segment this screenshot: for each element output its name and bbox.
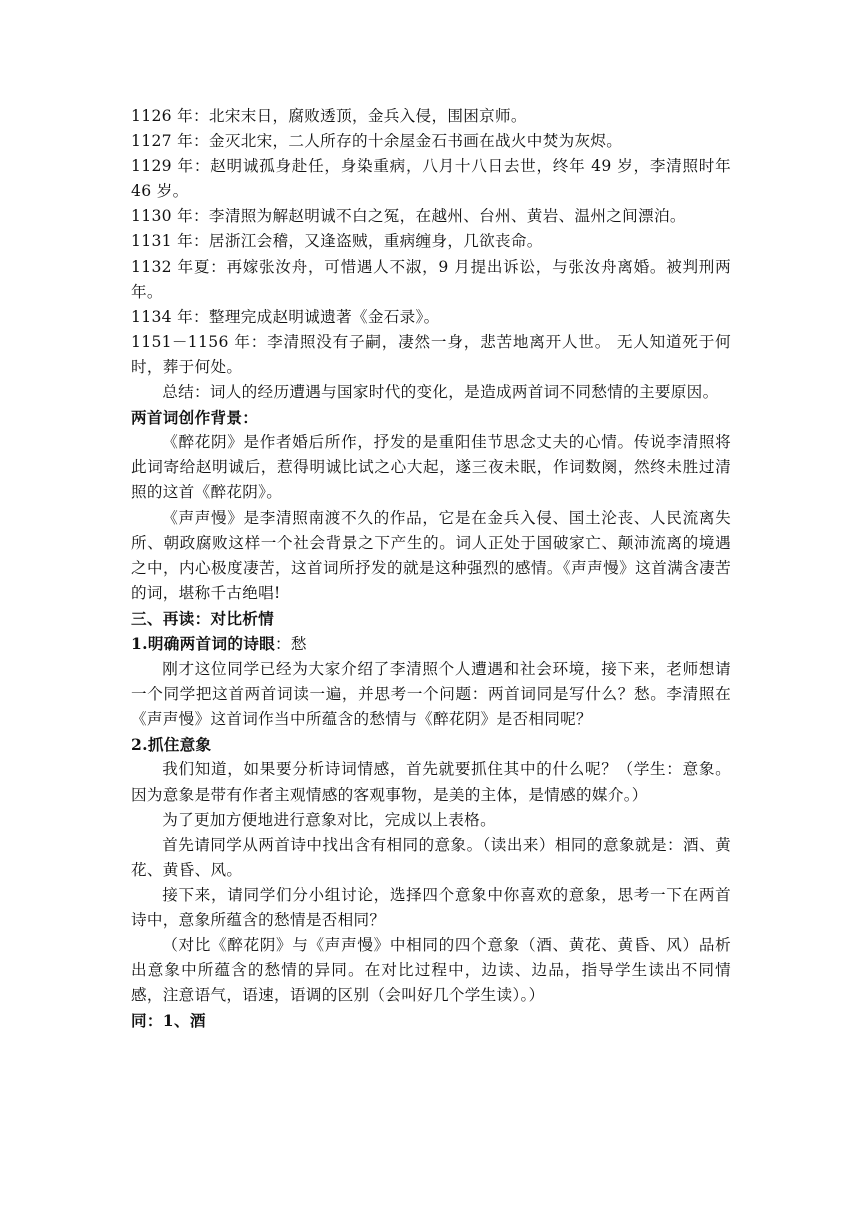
paragraph-compare-imagery: （对比《醉花阴》与《声声慢》中相同的四个意象（酒、黄花、黄昏、风）品析出意象中所蕴含的愁情的异同。在对比过程中，边读、边品，指导学生读出不同情感，注意语气，语速，语调的区别（会叫好几个学生读）。） bbox=[131, 936, 731, 1005]
subheading-poem-eye-label: 1.明确两首词的诗眼 bbox=[131, 633, 276, 653]
paragraph-group-discussion: 接下来，请同学们分小组讨论，选择四个意象中你喜欢的意象，思考一下在两首诗中，意象所蕴含的愁情是否相同？ bbox=[131, 885, 731, 929]
timeline-entry-1127: 1127 年：金灭北宋，二人所存的十余屋金石书画在战火中焚为灰烬。 bbox=[131, 132, 623, 151]
paragraph-question-sorrow: 刚才这位同学已经为大家介绍了李清照个人遭遇和社会环境，接下来，老师想请一个同学把这首两首词读一遍，并思考一个问题：两首词同是写什么？愁。李清照在《声声慢》这首词作当中所蕴含的愁情与《醉花阴》是否相同呢？ bbox=[131, 660, 731, 729]
background-paragraph-zuihuayin: 《醉花阴》是作者婚后所作，抒发的是重阳佳节思念丈夫的心情。传说李清照将此词寄给赵明诚后，惹得明诚比试之心大起，遂三夜未眠，作词数阕，然终未胜过清照的这首《醉花阴》。 bbox=[131, 433, 731, 502]
subheading-imagery: 2.抓住意象 bbox=[131, 735, 212, 755]
background-heading: 两首词创作背景： bbox=[131, 408, 259, 428]
subheading-poem-eye bbox=[131, 631, 731, 657]
timeline-entry-1134: 1134 年：整理完成赵明诚遗著《金石录》。 bbox=[131, 307, 440, 326]
subheading-poem-eye-answer: ：愁 bbox=[275, 634, 307, 653]
timeline-entry-1131: 1131 年：居浙江会稽，又逢盗贼，重病缠身，几欲丧命。 bbox=[131, 232, 543, 251]
summary-paragraph: 总结：词人的经历遭遇与国家时代的变化，是造成两首词不同愁情的主要原因。 bbox=[162, 383, 719, 402]
document-body bbox=[131, 104, 731, 1033]
subheading-same-wine: 同：1、酒 bbox=[131, 1011, 206, 1031]
background-paragraph-shengshengman: 《声声慢》是李清照南渡不久的作品，它是在金兵入侵、国土沦丧、人民流离失所、朝政腐败这样一个社会背景之下产生的。词人正处于国破家亡、颠沛流离的境遇之中，内心极度凄苦，这首词所抒发的就是这种强烈的感情。《声声慢》这首满含凄苦的词，堪称千古绝唱! bbox=[131, 508, 731, 602]
timeline-entry-1130: 1130 年：李清照为解赵明诚不白之冤，在越州、台州、黄岩、温州之间漂泊。 bbox=[131, 207, 686, 226]
section-heading-reread: 三、再读：对比析情 bbox=[131, 608, 275, 628]
timeline-entry-1151: 1151－1156 年：李清照没有子嗣，凄然一身，悲苦地离开人世。 无人知道死于何时，葬于何处。 bbox=[131, 332, 731, 376]
paragraph-imagery-definition: 我们知道，如果要分析诗词情感，首先就要抓住其中的什么呢？（学生：意象。因为意象是带有作者主观情感的客观事物，是美的主体，是情感的媒介。） bbox=[131, 760, 731, 804]
timeline-entry-1129: 1129 年：赵明诚孤身赴任，身染重病，八月十八日去世，终年 49 岁，李清照时年 46 岁。 bbox=[131, 157, 731, 201]
paragraph-same-imagery: 首先请同学从两首诗中找出含有相同的意象。（读出来）相同的意象就是：酒、黄花、黄昏、风。 bbox=[131, 835, 731, 879]
timeline-entry-1132: 1132 年夏：再嫁张汝舟，可惜遇人不淑，9 月提出诉讼，与张汝舟离婚。被判刑两年。 bbox=[131, 257, 731, 301]
timeline-entry-1126: 1126 年：北宋末日，腐败透顶，金兵入侵，围困京师。 bbox=[131, 107, 527, 125]
paragraph-complete-table: 为了更加方便地进行意象对比，完成以上表格。 bbox=[162, 810, 496, 829]
